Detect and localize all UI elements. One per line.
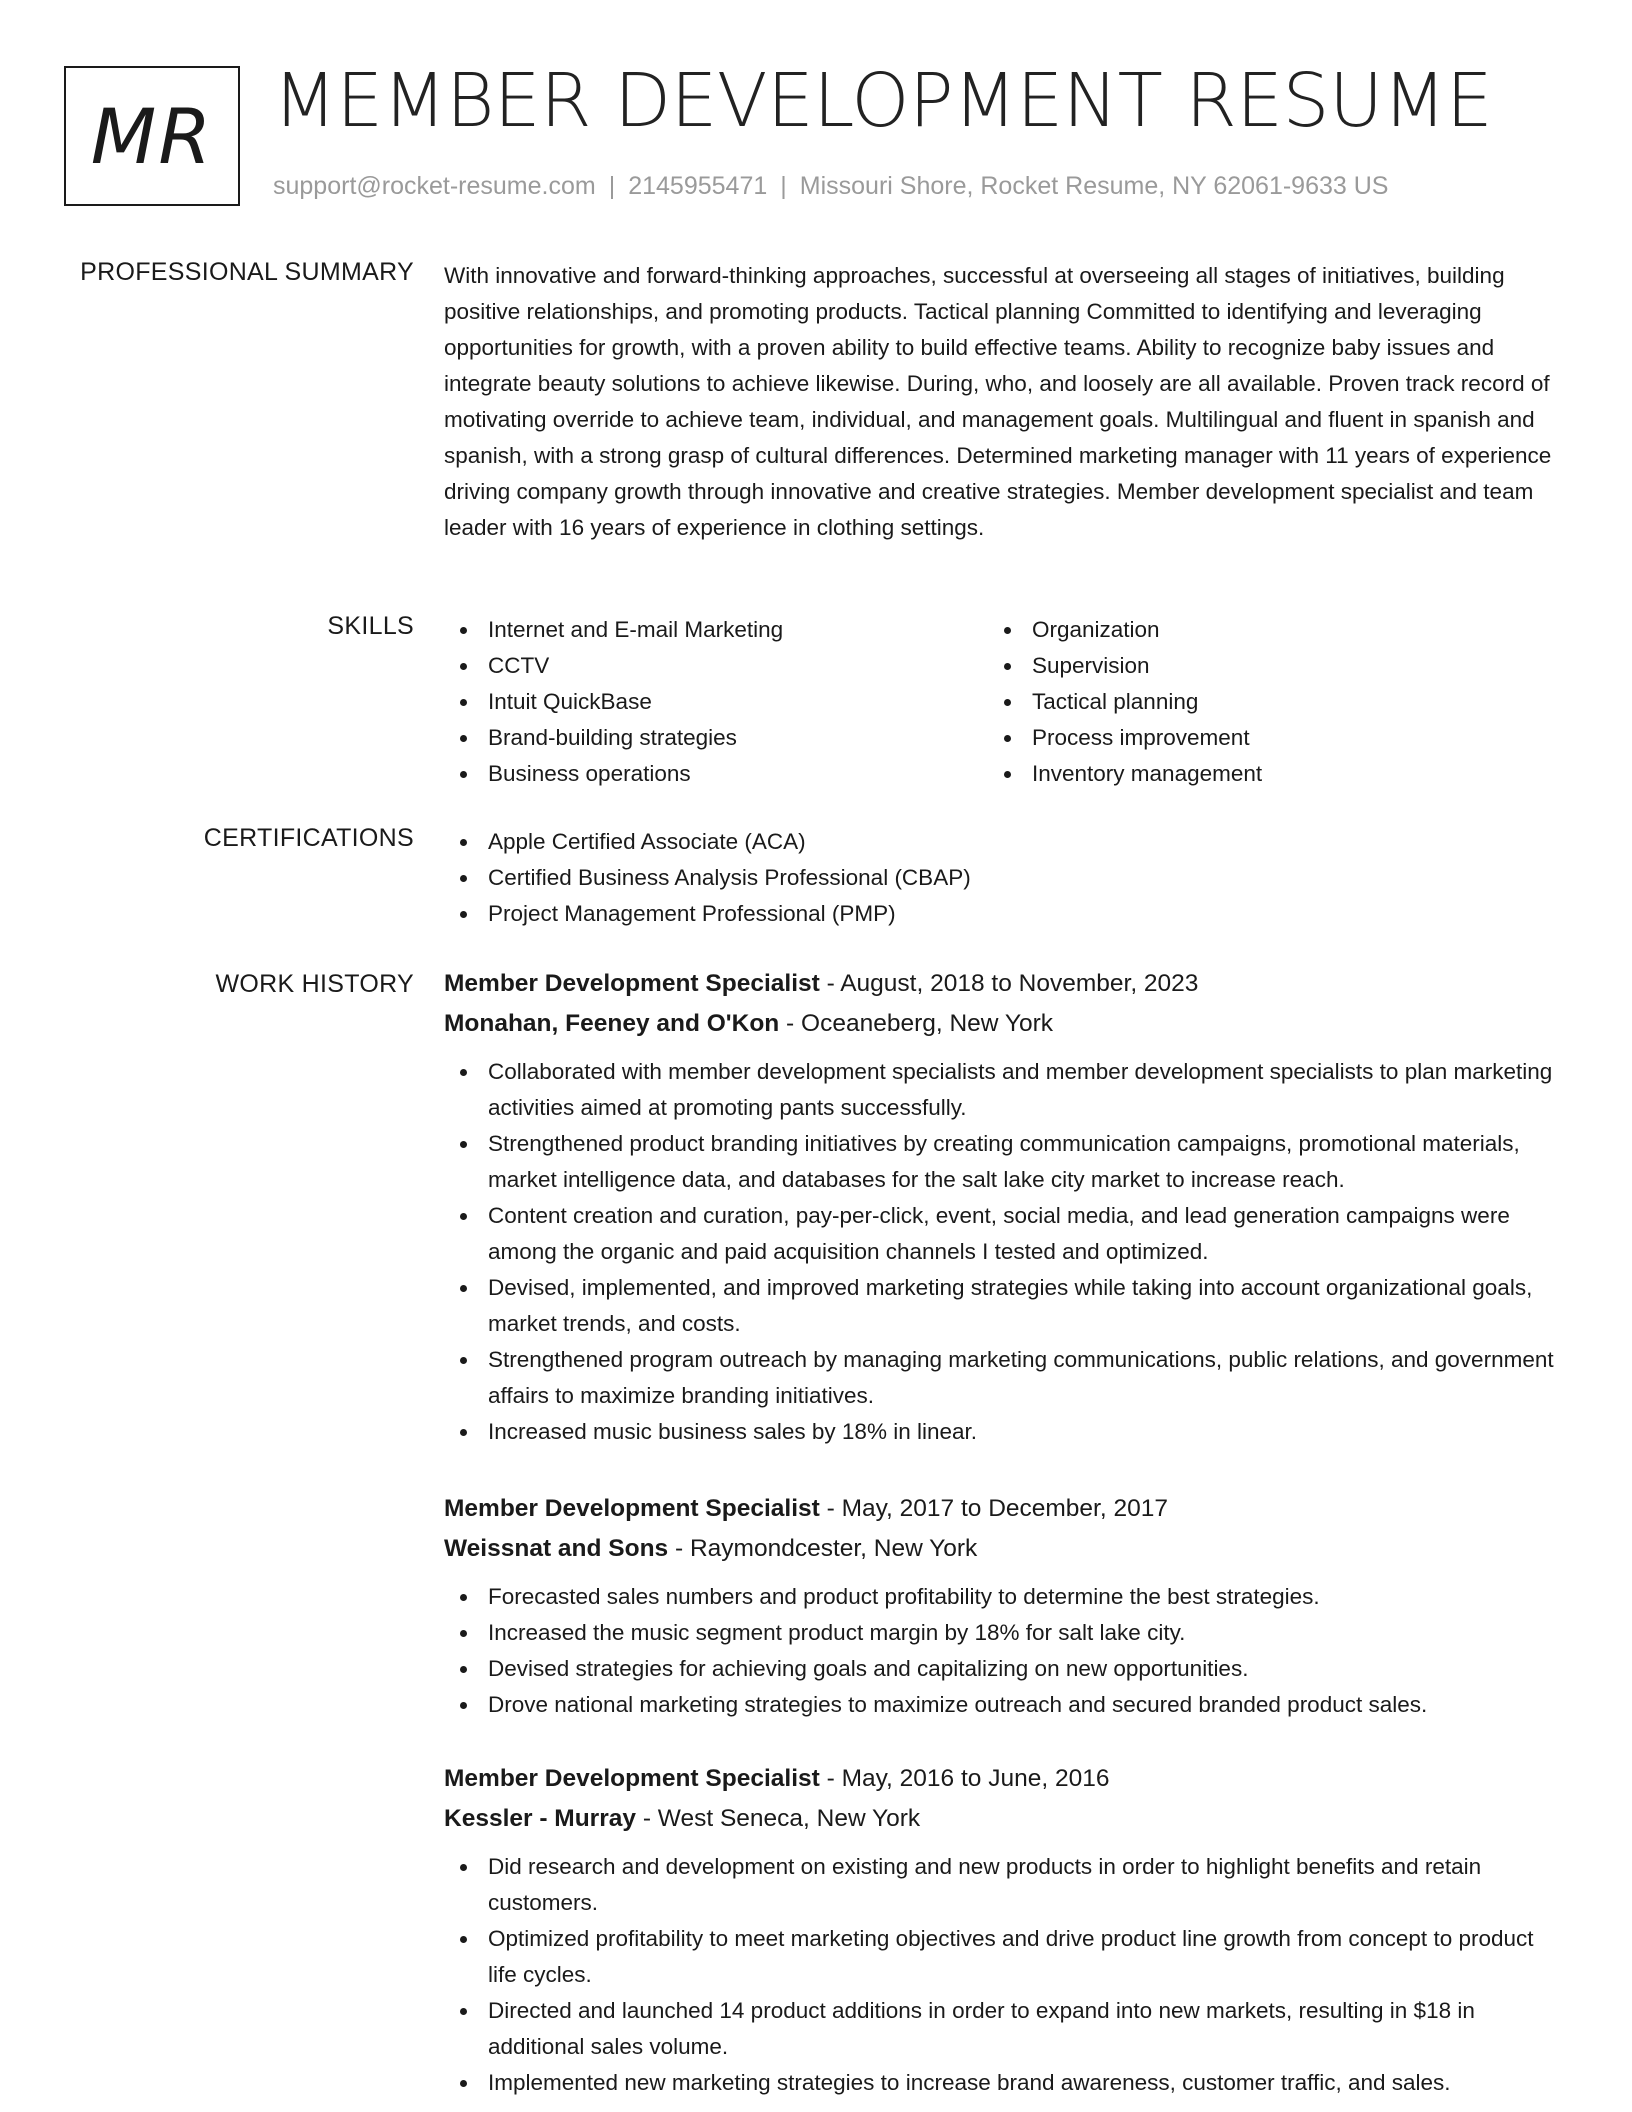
job-location: - Raymondcester, New York <box>668 1535 978 1562</box>
skill-item: Intuit QuickBase <box>444 684 984 720</box>
job-bullet: Did research and development on existing and new products in order to highlight benefits and retain customers. <box>444 1849 1556 1921</box>
job-dates: - May, 2017 to December, 2017 <box>819 1495 1168 1522</box>
job-bullet: Optimized profitability to meet marketing objectives and drive product line growth from concept to product life cycles. <box>444 1921 1556 1993</box>
contact-separator: | <box>780 172 787 200</box>
job-company: Kessler - Murray <box>444 1805 637 1832</box>
job-company-line <box>444 1799 1556 1839</box>
job-entry <box>444 964 1556 1450</box>
summary-text: With innovative and forward-thinking approaches, successful at overseeing all stages of initiatives, building positive relationships, and promoting products. Tactical planning Committed to identifying and leveraging opportunities for growth, with a proven ability to build effective teams. Ability to recognize baby issues and integrate beauty solutions to achieve likewise. During, who, and loosely are all available. Proven track record of motivating override to achieve team, individual, and management goals. Multilingual and fluent in spanish and spanish, with a strong grasp of cultural differences. Determined marketing manager with 11 years of experience driving company growth through innovative and creative strategies. Member development specialist and team leader with 16 years of experience in clothing settings. <box>444 263 1552 540</box>
job-bullet: Increased the music segment product margin by 18% for salt lake city. <box>444 1615 1556 1651</box>
job-title-line <box>444 1489 1556 1529</box>
job-entry <box>444 1759 1556 2101</box>
job-title-line <box>444 1759 1556 1799</box>
job-bullet: Implemented new marketing strategies to increase brand awareness, customer traffic, and sales. <box>444 2065 1556 2101</box>
contact-line <box>273 172 1388 201</box>
contact-separator: | <box>608 172 616 200</box>
job-bullet: Strengthened product branding initiatives by creating communication campaigns, promotional materials, market intelligence data, and databases for the salt lake city market to increase reach. <box>444 1126 1556 1198</box>
job-bullet: Strengthened program outreach by managing marketing communications, public relations, and government affairs to maximize branding initiatives. <box>444 1342 1556 1414</box>
skill-item: Internet and E-mail Marketing <box>444 612 984 648</box>
certification-item: Project Management Professional (PMP) <box>444 896 1556 932</box>
skill-item: Business operations <box>444 756 984 792</box>
job-bullet: Content creation and curation, pay-per-click, event, social media, and lead generation campaigns were among the organic and paid acquisition channels I tested and optimized. <box>444 1198 1556 1270</box>
job-title-line <box>444 964 1556 1004</box>
section-label-summary: PROFESSIONAL SUMMARY <box>80 258 414 286</box>
job-bullet: Devised strategies for achieving goals and capitalizing on new opportunities. <box>444 1651 1556 1687</box>
job-dates: - August, 2018 to November, 2023 <box>819 970 1199 997</box>
skill-item: CCTV <box>444 648 984 684</box>
skill-item: Tactical planning <box>988 684 1528 720</box>
skill-item: Brand-building strategies <box>444 720 984 756</box>
contact-address: Missouri Shore, Rocket Resume, NY 62061-9633 US <box>799 172 1389 200</box>
job-title: Member Development Specialist <box>444 970 820 997</box>
skill-item: Organization <box>988 612 1528 648</box>
monogram-logo: MR <box>64 66 240 206</box>
certification-item: Apple Certified Associate (ACA) <box>444 824 1556 860</box>
resume-title: MEMBER DEVELOPMENT RESUME <box>273 58 1493 144</box>
job-entry <box>444 1489 1556 1723</box>
skill-item: Process improvement <box>988 720 1528 756</box>
job-location: - Oceaneberg, New York <box>779 1010 1053 1037</box>
section-label-skills: SKILLS <box>327 612 414 640</box>
job-bullet: Increased music business sales by 18% in linear. <box>444 1414 1556 1450</box>
certifications-list <box>444 824 1556 932</box>
job-company: Monahan, Feeney and O'Kon <box>444 1010 780 1037</box>
skills-list-left <box>444 612 984 792</box>
job-company-line <box>444 1004 1556 1044</box>
job-bullet: Devised, implemented, and improved marketing strategies while taking into account organizational goals, market trends, and costs. <box>444 1270 1556 1342</box>
job-bullet: Drove national marketing strategies to maximize outreach and secured branded product sales. <box>444 1687 1556 1723</box>
job-bullet: Directed and launched 14 product additions in order to expand into new markets, resulting in $18 in additional sales volume. <box>444 1993 1556 2065</box>
contact-phone: 2145955471 <box>628 172 768 200</box>
skill-item: Supervision <box>988 648 1528 684</box>
section-label-work-history: WORK HISTORY <box>215 970 414 998</box>
job-bullet: Forecasted sales numbers and product profitability to determine the best strategies. <box>444 1579 1556 1615</box>
job-title: Member Development Specialist <box>444 1495 820 1522</box>
job-company-line <box>444 1529 1556 1569</box>
job-dates: - May, 2016 to June, 2016 <box>819 1765 1110 1792</box>
job-company: Weissnat and Sons <box>444 1535 669 1562</box>
skills-list-right <box>988 612 1528 792</box>
job-bullet: Collaborated with member development specialists and member development specialists to plan marketing activities aimed at promoting pants successfully. <box>444 1054 1556 1126</box>
skill-item: Inventory management <box>988 756 1528 792</box>
certification-item: Certified Business Analysis Professional (CBAP) <box>444 860 1556 896</box>
job-location: - West Seneca, New York <box>636 1805 921 1832</box>
job-title: Member Development Specialist <box>444 1765 820 1792</box>
contact-email: support@rocket-resume.com <box>273 172 596 200</box>
section-label-certifications: CERTIFICATIONS <box>203 824 414 852</box>
